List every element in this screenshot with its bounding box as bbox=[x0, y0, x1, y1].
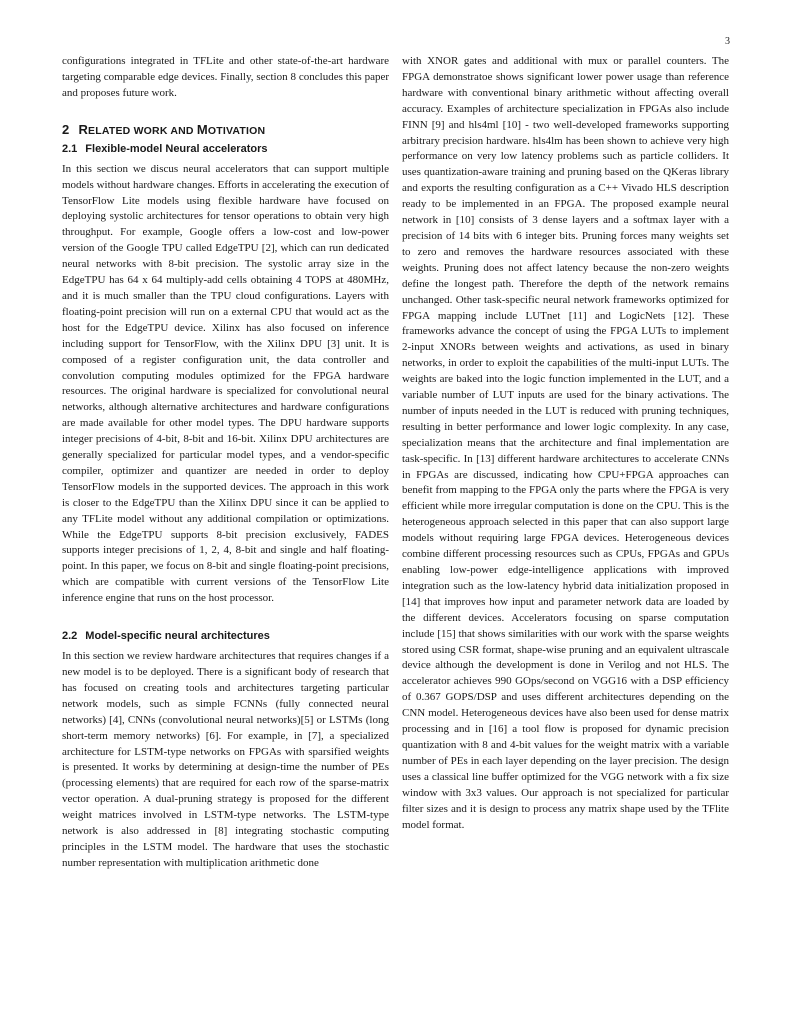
subsection-heading bbox=[62, 142, 389, 156]
section-heading bbox=[62, 122, 389, 139]
left-column bbox=[62, 54, 389, 872]
right-column bbox=[402, 54, 729, 833]
intro-paragraph: configurations integrated in TFLite and other state-of-the-art hardware targeting comparable edge devices. Finally, section 8 concludes this paper and proposes future work. bbox=[62, 55, 389, 99]
subsection-number: 2.2 bbox=[62, 630, 78, 643]
section-title-part: OTIVATION bbox=[207, 124, 266, 137]
subsection-heading bbox=[62, 629, 389, 643]
body-paragraph: In this section we review hardware architectures that requires changes if a new model is to be deployed. There is a significant body of research that has focused on creating tools and architectures targeting particular network models, such as simple FCNNs (fully connected neural networks) [4], CNNs (convolutional neural networks)[5] or LSTMs (long short-term memory networks) [6]. For example, in [7], a specialized architecture for LSTM-type networks on FPGAs with sparsified weights is presented. It works by determining at design-time the number of PEs (processing elements) that are required for each row of the sparse-matrix vector operation. A dual-pruning strategy is proposed for the different weight matrices involved in LSTM-type networks. The LSTM-type network is also addressed in [8] integrating stochastic computing principles in the LSTM model. The hardware that uses the stochastic number representation with multiplication arithmetic done bbox=[62, 650, 389, 869]
body-paragraph: with XNOR gates and additional with mux or parallel counters. The FPGA demonstratoe shows significant lower power usage than reference hardware with conventional binary arithmetic without affecting overall accuracy. Examples of architecture specialization in FPGAs also include FINN [9] and hls4ml [10] - two well-developed frameworks supporting arbitrary precision hardware. hls4lm has been shown to achieve very high performance on very low latency problems such as particle colliders. It uses quantization-aware training and pruning based on the QKeras library and exports the resulting configuration as a C++ Vivado HLS description ready to be implemented in an FPGA. The proposed example neural network in [10] consists of 3 dense layers and a softmax layer with a precision of 14 bits with 6 integer bits. Pruning forces many weights set to zero and removes the hardware resources associated with these weights. Pruning does not affect latency because the non-zero weights define the longest path. Therefore the depth of the network remains unchanged. Other task-specific neural network frameworks optimized for FPGA mapping include LUTnet [11] and LogicNets [12]. These frameworks advance the concept of using the FPGA LUTs to implement 2-input XNORs between weights and activations, as used in binary networks, in order to exploit the capabilities of the multi-input LUTs. The weights are baked into the logic function implemented in the LUT, and a variable number of LUT inputs are used for the binary activations. The number of inputs needed in the LUT is reduced with pruning techniques, resulting in better performance and lower logic complexity. In any case, specialization means that the architecture and final implementation are task-specific. In [13] different hardware architectures to accelerate CNNs in FPGAs are discussed, indicating how CPU+FPGA approaches can benefit from mapping to the FPGA only the parts where the FPGA is very efficient while more irregular computation is done on the CPU. This is the heterogeneous approach selected in this paper that can also support large models without requiring large FPGA devices. Heterogeneous devices combine different processing resources such as CPUs, FPGAs and GPUs enabling low-power edge-intelligence applications with improved integration such as the low-latency hybrid data initialization proposed in [14] that improves how input and parameter network data are loaded by the different devices. Accelerators focusing on sparse computation include [15] that shows similarities with our work with the sparse weights stored using CSR format, shape-wise pruning and an equivalent ultrascale device although the development is done in Verilog and not HLS. The accelerator achieves 990 GOps/second on VGG16 with a DSP efficiency of 0.367 GOPS/DSP and uses different architectures depending on the CNN model. Heterogeneous devices have also been used for dense matrix processing and in [16] a tool flow is proposed for dynamic precision quantization with 8 and 4-bit values for the weight matrix with a variable number of PEs in each layer depending on the layer precision. The design uses a classical line buffer optimized for the VGG network with a fix size window with 3x3 values. Our approach is not specialized for particular filter sizes and it is design to process any matrix shape used by the TFlite model format. bbox=[402, 55, 729, 831]
section-title-part: ELATED WORK AND bbox=[88, 124, 197, 137]
subsection-title: Flexible-model Neural accelerators bbox=[85, 142, 268, 155]
section-title-part: R bbox=[78, 121, 89, 137]
section-number: 2 bbox=[62, 121, 70, 137]
body-paragraph: In this section we discus neural accelerators that can support multiple models without hardware changes. Efforts in accelerating the execution of TensorFlow Lite models using flexible hardware have focused on deploying systolic architectures for tensor operations to obtain very high throughput. For example, Google offers a low-cost and low-power version of the Google TPU called EdgeTPU [2], which can run dedicated neural networks with 8-bit precision. The systolic array size in the EdgeTPU has 64 x 64 multiply-add cells obtaining 4 TOPS at 480MHz, and it is much smaller than the TPU cloud configurations. Layers with floating-point precision will run on a external CPU that would act as the host for the EdgeTPU device. Xilinx has also focused on inference including support for TensorFlow, with the Xilinx DPU [3] unit. It is composed of a register configuration unit, the data controller and convolution computing modules optimized for the FPGA hardware resources. The original hardware is specialized for convolutional neural networks, although alternative architectures and hardware configurations are made available for other model types. The DPU hardware supports integer precisions of 4-bit, 8-bit and 16-bit. Xilinx DPU architectures are generally specialized for particular model types, and a vendor-specific compiler, optimizer and quantizer are needed in order to deploy TensorFlow models in the supported devices. The approach in this work is closer to the EdgeTPU than the Xilinx DPU since it can be applied to any TFLite model without any additional compilation or optimizations. While the EdgeTPU supports 8-bit precision exclusively, FADES supports integer precisions of 1, 2, 4, 8-bit and single and half floating-point. In this paper, we focus on 8-bit and single floating-point precisions, which are compatible with current versions of the TensorFlow Lite inference engine that runs on the host processor. bbox=[62, 162, 389, 605]
section-title-part: M bbox=[196, 121, 208, 137]
subsection-number: 2.1 bbox=[62, 142, 78, 155]
page-number: 3 bbox=[725, 36, 730, 47]
subsection-title: Model-specific neural architectures bbox=[85, 630, 270, 643]
